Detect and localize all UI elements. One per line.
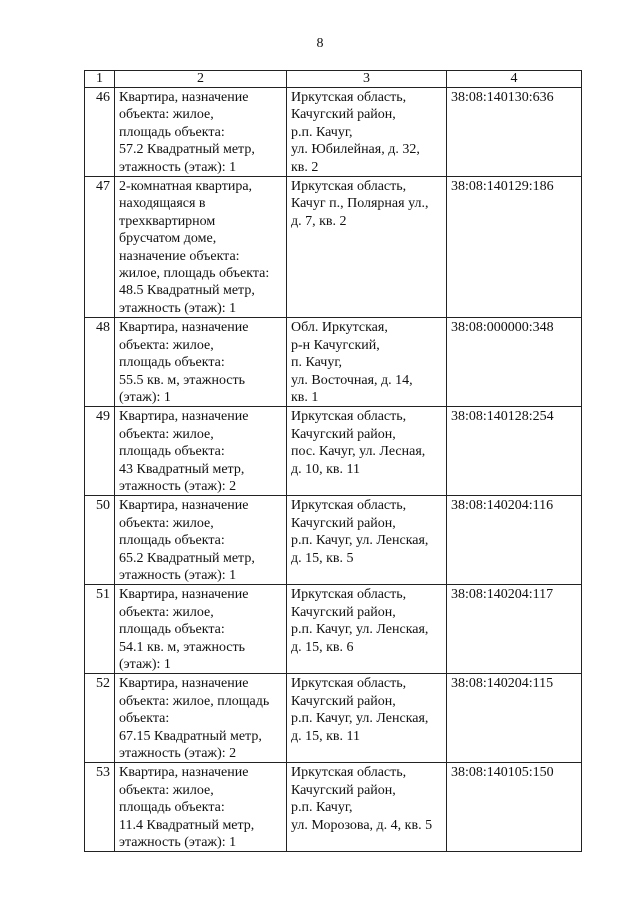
description-line: Квартира, назначение — [119, 90, 249, 105]
property-description — [115, 674, 287, 763]
address-line: д. 15, кв. 11 — [291, 728, 361, 744]
table-row — [85, 88, 582, 177]
description-line: площадь объекта: — [119, 800, 225, 816]
property-address — [287, 318, 447, 407]
cadastral-number: 38:08:000000:348 — [447, 318, 582, 407]
description-line: этажность (этаж): 1 — [119, 159, 237, 175]
page-number: 8 — [316, 36, 324, 51]
description-line: объекта: жилое, площадь — [119, 693, 270, 709]
property-description — [115, 496, 287, 585]
description-line: (этаж): 1 — [119, 389, 171, 405]
column-header-number: 1 — [85, 71, 115, 88]
address-line: ул. Юбилейная, д. 32, — [291, 142, 420, 158]
description-line: объекта: жилое, — [119, 107, 214, 123]
description-line: площадь объекта: — [119, 355, 225, 371]
description-line: этажность (этаж): 1 — [119, 567, 237, 583]
address-line: Обл. Иркутская, — [291, 320, 388, 336]
address-line: кв. 2 — [291, 159, 319, 175]
address-line: п. Качуг, — [291, 355, 343, 371]
table-row — [85, 177, 582, 318]
description-line: Квартира, назначение — [119, 676, 249, 692]
row-number: 53 — [85, 763, 115, 852]
description-line: площадь объекта: — [119, 622, 225, 638]
address-line: Качуг п., Полярная ул., — [291, 196, 429, 212]
address-line: Иркутская область, — [291, 498, 407, 514]
address-line: д. 10, кв. 11 — [291, 461, 361, 477]
row-number: 47 — [85, 177, 115, 318]
address-line: Иркутская область, — [291, 179, 407, 195]
description-line: назначение объекта: — [119, 248, 240, 264]
description-line: (этаж): 1 — [119, 657, 171, 672]
description-line: 11.4 Квадратный метр, — [119, 817, 255, 833]
description-line: 43 Квадратный метр, — [119, 461, 245, 477]
address-line: р.п. Качуг, ул. Ленская, — [291, 711, 429, 727]
description-line: Квартира, назначение — [119, 587, 249, 603]
description-line: 55.5 кв. м, этажность — [119, 372, 246, 388]
address-line: ул. Морозова, д. 4, кв. 5 — [291, 817, 433, 833]
address-line: Качугский район, — [291, 107, 396, 123]
description-line: 54.1 кв. м, этажность — [119, 639, 246, 655]
cadastral-number: 38:08:140204:115 — [447, 674, 582, 763]
description-line: объекта: — [119, 711, 170, 727]
cadastral-number: 38:08:140204:116 — [447, 496, 582, 585]
description-line: объекта: жилое, — [119, 604, 214, 620]
address-line: ул. Восточная, д. 14, — [291, 372, 413, 388]
property-address — [287, 177, 447, 318]
row-number: 46 — [85, 88, 115, 177]
address-line: д. 15, кв. 6 — [291, 639, 354, 655]
cadastral-number: 38:08:140204:117 — [447, 585, 582, 674]
description-line: Квартира, назначение — [119, 498, 249, 514]
cadastral-number: 38:08:140105:150 — [447, 763, 582, 852]
property-description — [115, 88, 287, 177]
description-line: площадь объекта: — [119, 124, 225, 140]
property-description — [115, 177, 287, 318]
row-number: 49 — [85, 407, 115, 496]
table-row — [85, 674, 582, 763]
property-address — [287, 496, 447, 585]
address-line: пос. Качуг, ул. Лесная, — [291, 444, 426, 460]
column-header-cadastral: 4 — [447, 71, 582, 88]
address-line: р.п. Качуг, — [291, 124, 353, 140]
description-line: жилое, площадь объекта: — [119, 266, 270, 282]
description-line: этажность (этаж): 1 — [119, 300, 237, 316]
property-address — [287, 88, 447, 177]
description-line: этажность (этаж): 2 — [119, 478, 237, 494]
address-line: Иркутская область, — [291, 676, 407, 692]
address-line: Качугский район, — [291, 604, 396, 620]
address-line: Иркутская область, — [291, 409, 407, 425]
description-line: объекта: жилое, — [119, 515, 214, 531]
description-line: объекта: жилое, — [119, 337, 214, 353]
description-line: объекта: жилое, — [119, 782, 214, 798]
row-number: 52 — [85, 674, 115, 763]
address-line: Иркутская область, — [291, 587, 407, 603]
column-header-address: 3 — [287, 71, 447, 88]
property-description — [115, 763, 287, 852]
description-line: трехквартирном — [119, 213, 216, 229]
table-header-row — [85, 71, 582, 88]
description-line: находящаяся в — [119, 196, 206, 212]
cadastral-number: 38:08:140129:186 — [447, 177, 582, 318]
address-line: Качугский район, — [291, 693, 396, 709]
description-line: этажность (этаж): 2 — [119, 746, 237, 762]
description-line: 2-комнатная квартира, — [119, 179, 253, 195]
column-header-description: 2 — [115, 71, 287, 88]
description-line: 67.15 Квадратный метр, — [119, 728, 262, 744]
address-line: Иркутская область, — [291, 765, 407, 781]
cadastral-number: 38:08:140130:636 — [447, 88, 582, 177]
property-description — [115, 407, 287, 496]
address-line: Качугский район, — [291, 515, 396, 531]
cadastral-number: 38:08:140128:254 — [447, 407, 582, 496]
property-registry-table — [84, 70, 582, 852]
row-number: 50 — [85, 496, 115, 585]
description-line: 57.2 Квадратный метр, — [119, 142, 255, 158]
description-line: 65.2 Квадратный метр, — [119, 550, 255, 566]
address-line: Иркутская область, — [291, 90, 407, 105]
description-line: Квартира, назначение — [119, 765, 249, 781]
description-line: площадь объекта: — [119, 444, 225, 460]
property-description — [115, 585, 287, 674]
address-line: р.п. Качуг, ул. Ленская, — [291, 533, 429, 549]
description-line: брусчатом доме, — [119, 231, 217, 247]
table-row — [85, 763, 582, 852]
address-line: д. 15, кв. 5 — [291, 550, 354, 566]
row-number: 51 — [85, 585, 115, 674]
table-row — [85, 318, 582, 407]
property-address — [287, 407, 447, 496]
address-line: р.п. Качуг, — [291, 800, 353, 816]
description-line: Квартира, назначение — [119, 320, 249, 336]
table-body — [85, 88, 582, 852]
table-row — [85, 585, 582, 674]
description-line: площадь объекта: — [119, 533, 225, 549]
property-address — [287, 763, 447, 852]
description-line: Квартира, назначение — [119, 409, 249, 425]
address-line: Качугский район, — [291, 426, 396, 442]
address-line: р.п. Качуг, ул. Ленская, — [291, 622, 429, 638]
address-line: р-н Качугский, — [291, 337, 380, 353]
row-number: 48 — [85, 318, 115, 407]
address-line: кв. 1 — [291, 389, 319, 405]
description-line: объекта: жилое, — [119, 426, 214, 442]
property-description — [115, 318, 287, 407]
table-row — [85, 407, 582, 496]
address-line: Качугский район, — [291, 782, 396, 798]
description-line: этажность (этаж): 1 — [119, 835, 237, 851]
description-line: 48.5 Квадратный метр, — [119, 283, 255, 299]
property-address — [287, 674, 447, 763]
table-row — [85, 496, 582, 585]
property-address — [287, 585, 447, 674]
address-line: д. 7, кв. 2 — [291, 213, 347, 229]
